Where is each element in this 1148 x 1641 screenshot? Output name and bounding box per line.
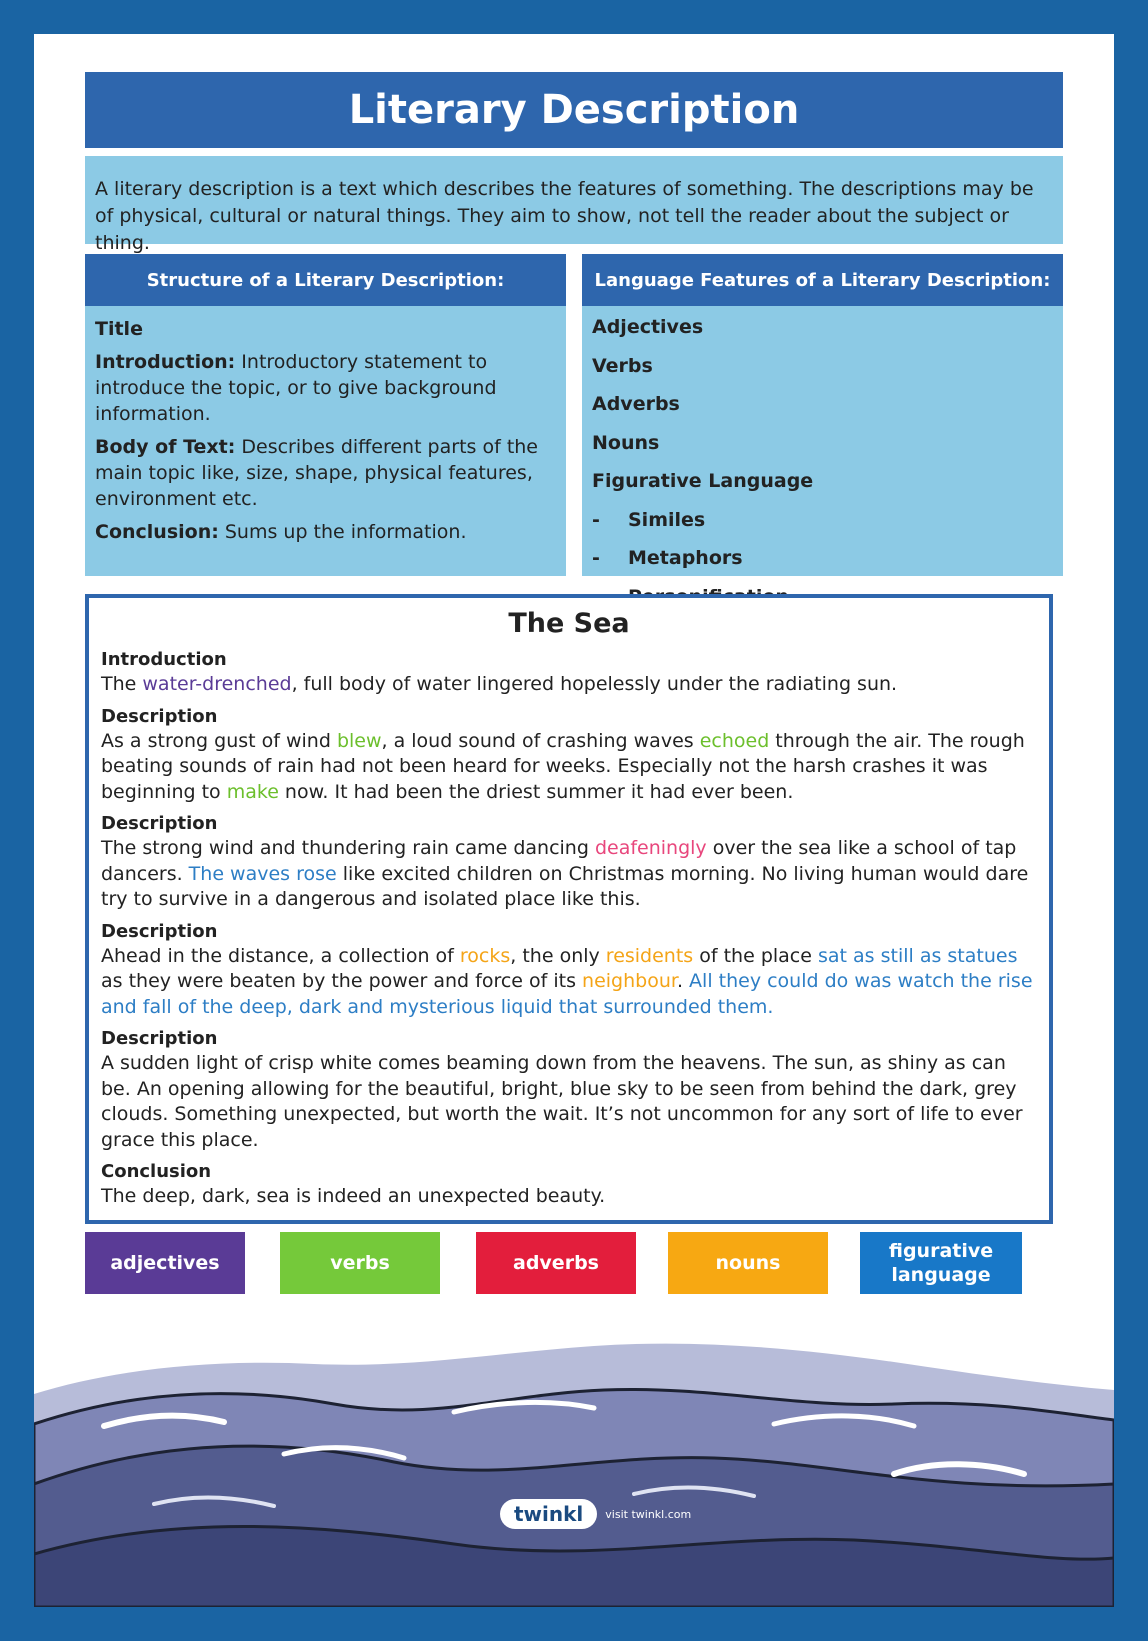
text-segment: As a strong gust of wind	[101, 729, 337, 752]
language-sub-item: - Similes	[592, 508, 706, 531]
section-paragraph	[101, 672, 1037, 698]
structure-item: Body of Text: Describes different parts of the main topic like, size, shape, physical features, environment etc.	[95, 436, 538, 510]
section-paragraph	[101, 1051, 1037, 1153]
intro-text: A literary description is a text which describes the features of something. The descriptions may be of physical, cultural or natural things. They aim to show, not tell the reader about the subject or thing.	[85, 156, 1063, 244]
section-heading: Description	[101, 705, 218, 727]
example-title: The Sea	[508, 608, 630, 639]
highlighted-word: neighbour	[582, 970, 677, 992]
structure-panel	[85, 254, 566, 576]
highlighted-word: sat as still as statues	[817, 944, 1018, 967]
text-segment: like excited children on Christmas morning. No living human would dare try to survive in a dangerous and isolated place like this.	[101, 862, 1029, 910]
section-heading: Conclusion	[101, 1161, 212, 1182]
highlighted-word: The waves rose	[188, 862, 337, 885]
text-segment: , a loud sound of crashing waves	[381, 729, 700, 752]
text-segment: The	[101, 673, 143, 695]
section-paragraph	[101, 836, 1037, 913]
highlighted-word: echoed	[699, 729, 770, 752]
language-heading: Language Features of a Literary Description:	[582, 254, 1063, 306]
colour-key	[85, 1232, 1063, 1294]
language-item: Figurative Language	[592, 470, 814, 492]
highlighted-word: deafeningly	[594, 837, 707, 859]
text-segment: Ahead in the distance, a collection of	[101, 944, 460, 967]
highlighted-word: blew	[336, 729, 382, 752]
twinkl-url: visit twinkl.com	[605, 1507, 692, 1521]
example-sections	[101, 647, 1037, 1210]
structure-title-item: Title	[95, 318, 143, 340]
section-heading: Description	[101, 1028, 218, 1049]
highlighted-word: residents	[605, 944, 694, 967]
text-segment: The strong wind and thundering rain came dancing	[101, 837, 595, 859]
text-segment: of the place	[693, 944, 818, 967]
sea-waves-illustration	[34, 1334, 1114, 1607]
key-adjectives: adjectives	[85, 1232, 245, 1294]
key-figurative-language: figurative language	[860, 1232, 1022, 1294]
key-verbs: verbs	[280, 1232, 440, 1294]
language-item: Nouns	[592, 431, 660, 454]
example-text-box	[85, 594, 1053, 1224]
section-paragraph	[101, 729, 1037, 806]
title-banner	[85, 72, 1063, 148]
structure-item: Introduction: Introductory statement to introduce the topic, or to give background information.	[95, 351, 497, 425]
key-adverbs: adverbs	[476, 1232, 636, 1294]
structure-heading: Structure of a Literary Description:	[85, 254, 566, 306]
text-segment: The deep, dark, sea is indeed an unexpected beauty.	[101, 1185, 606, 1207]
key-nouns: nouns	[668, 1232, 828, 1294]
section-heading: Description	[101, 813, 218, 834]
section-heading: Introduction	[101, 649, 227, 670]
highlighted-word: water-drenched	[142, 673, 292, 695]
text-segment: now. It had been the driest summer it had ever been.	[278, 780, 794, 803]
language-sub-item: - Metaphors	[592, 547, 743, 569]
twinkl-wordmark: twinkl	[500, 1499, 597, 1529]
language-item: Adverbs	[592, 393, 680, 415]
poster	[34, 34, 1114, 1607]
section-paragraph	[101, 944, 1037, 1021]
text-segment: .	[676, 970, 690, 992]
structure-item: Conclusion: Sums up the information.	[95, 521, 467, 543]
highlighted-word: rocks	[459, 944, 511, 967]
text-segment: through the air. The rough beating sounds of rain had not been heard for weeks. Especially not the harsh crashes it was beginning to	[101, 729, 1025, 803]
section-paragraph	[101, 1184, 1037, 1210]
text-segment: as they were beaten by the power and force of its	[101, 970, 583, 992]
text-segment: , full body of water lingered hopelessly under the radiating sun.	[291, 673, 898, 695]
page-title: Literary Description	[348, 87, 800, 133]
language-item: Adjectives	[592, 316, 704, 338]
highlighted-word: All they could do was watch the rise and fall of the deep, dark and mysterious liquid that surrounded them.	[101, 970, 1033, 1018]
text-segment: A sudden light of crisp white comes beaming down from the heavens. The sun, as shiny as can be. An opening allowing for the beautiful, bright, blue sky to be seen from behind the dark, grey clouds. Something unexpected, but worth the wait. It’s not uncommon for any sort of life to ever grace this place.	[101, 1052, 1023, 1151]
highlighted-word: make	[226, 780, 279, 803]
language-panel	[582, 254, 1063, 576]
twinkl-logo	[500, 1499, 691, 1529]
section-heading: Description	[101, 920, 218, 942]
language-item: Verbs	[592, 354, 653, 377]
text-segment: , the only	[510, 944, 606, 967]
text-segment: over the sea like a school of tap dancers.	[101, 837, 1017, 885]
